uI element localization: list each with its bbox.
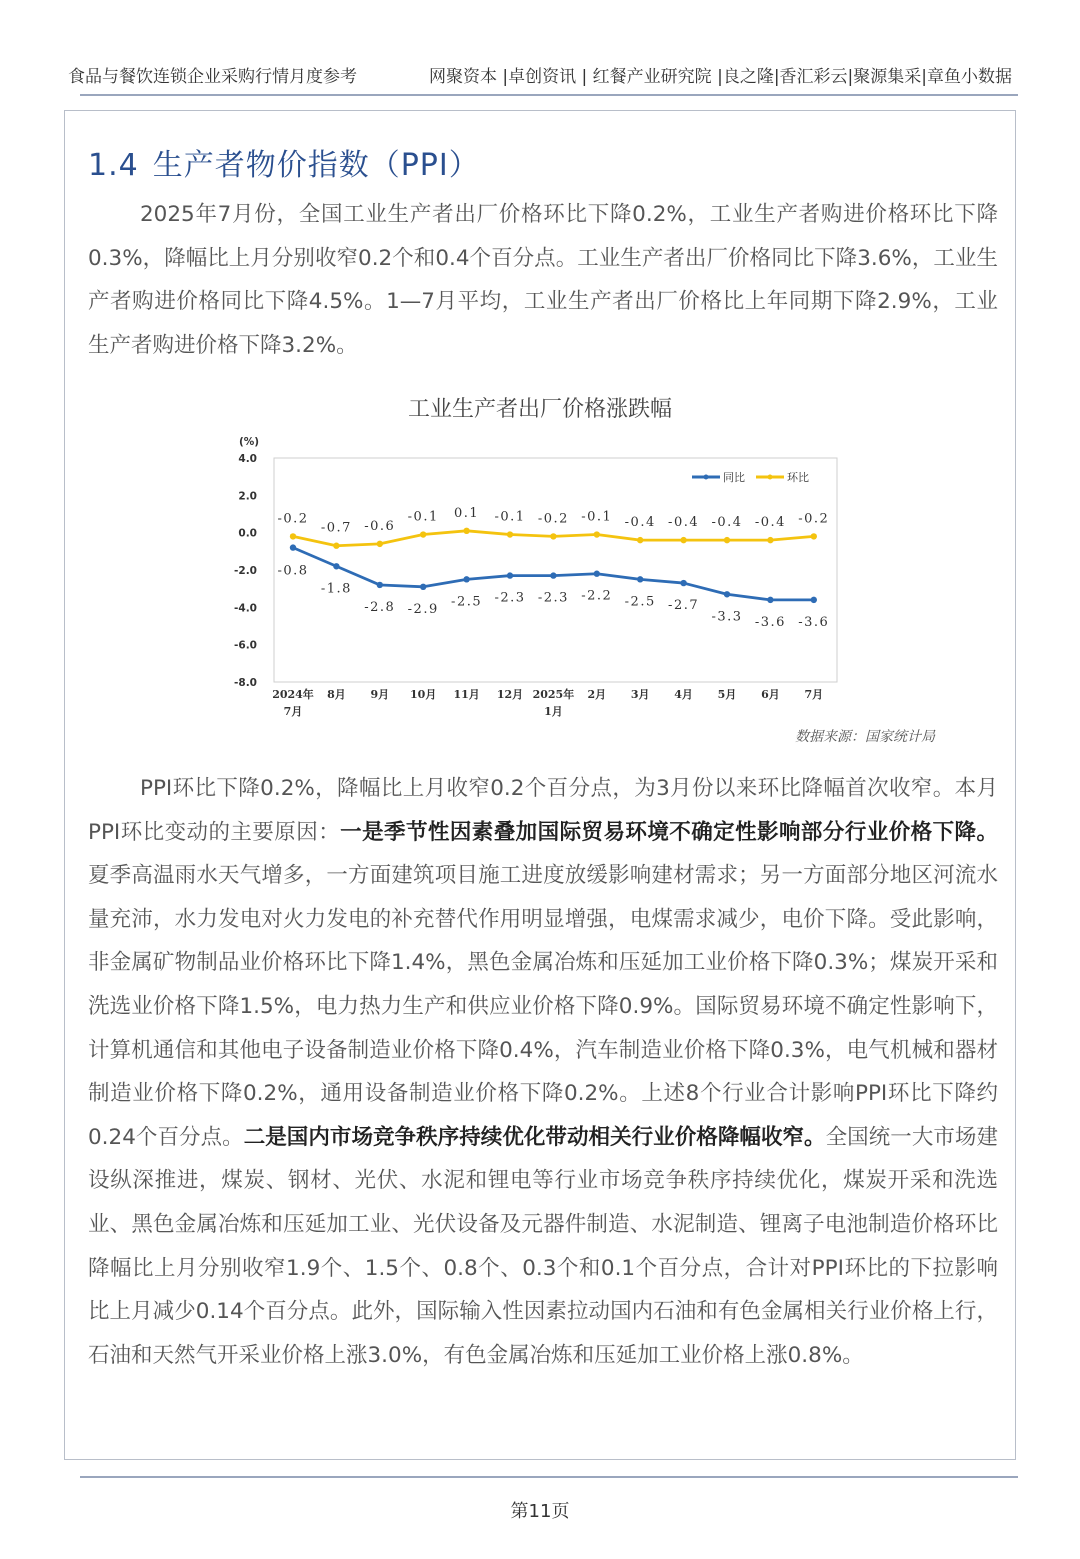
page-header (68, 58, 1012, 90)
data-point (724, 591, 730, 597)
page-number: 第11页 (510, 1501, 570, 1522)
data-point (724, 537, 730, 543)
data-label: -2.7 (668, 598, 700, 614)
intro-text: 2025年7月份，全国工业生产者出厂价格环比下降0.2%，工业生产者购进价格环比下降0.3%，降幅比上月分别收窄0.2个和0.4个百分点。工业生产者出厂价格同比下降3.6%，工业生产者购进价格同比下降4.5%。1—7月平均，工业生产者出厂价格比上年同期下降2.9%，工业生产者购进价格下降3.2%。 (88, 202, 998, 358)
data-label: -0.4 (754, 515, 786, 531)
section-heading: 生产者物价指数（PPI） (152, 148, 480, 183)
analysis-text-3: 全国统一大市场建设纵深推进，煤炭、钢材、光伏、水泥和锂电等行业市场竞争秩序持续优化，煤炭开采和洗选业、黑色金属冶炼和压延加工业、光伏设备及元器件制造、水泥制造、锂离子电池制造价格环比降幅比上月分别收窄1.9个、1.5个、0.8个、0.3个和0.1个百分点，合计对PPI环比的下拉影响比上月减少0.14个百分点。此外，国际输入性因素拉动国内石油和有色金属相关行业价格上行，石油和天然气开采业价格上涨3.0%，有色金属冶炼和压延加工业价格上涨0.8%。 (88, 1124, 998, 1368)
data-point (637, 537, 643, 543)
y-tick-label: -4.0 (234, 602, 257, 615)
section-number: 1.4 (88, 148, 139, 183)
data-label: -0.4 (624, 515, 656, 531)
data-label: -0.4 (711, 515, 743, 531)
data-point (550, 533, 556, 539)
x-tick-label: 2024年 (272, 688, 314, 701)
header-divider (80, 94, 1018, 96)
data-point (507, 531, 513, 537)
data-label: 0.1 (454, 505, 480, 521)
header-doc-title: 食品与餐饮连锁企业采购行情月度参考 (68, 66, 357, 87)
data-label: -0.7 (320, 520, 352, 536)
data-label: -3.3 (711, 609, 743, 625)
data-point (550, 572, 556, 578)
x-tick-label: 2025年 (532, 688, 575, 701)
legend-marker (704, 475, 709, 480)
data-label: -2.9 (407, 601, 439, 617)
x-tick-label: 4月 (674, 688, 693, 701)
data-point (333, 563, 339, 569)
x-tick-label: 2月 (587, 688, 607, 701)
y-tick-label: 4.0 (238, 453, 257, 465)
y-tick-label: 0.0 (238, 527, 257, 540)
data-label: -0.2 (798, 511, 830, 527)
data-point (420, 531, 426, 537)
y-axis-unit-label: (%) (238, 436, 260, 448)
header-sources: 网聚资本 |卓创资讯 | 红餐产业研究院 |良之隆|香汇彩云|聚源集采|章鱼小数据 (429, 66, 1012, 87)
data-label: -0.1 (494, 509, 526, 525)
x-tick-label: 7月 (283, 705, 303, 718)
x-tick-label: 12月 (496, 688, 524, 701)
ppi-line-chart (225, 428, 855, 723)
y-tick-label: -6.0 (234, 639, 257, 652)
reason-one-bold: 一是季节性因素叠加国际贸易环境不确定性影响部分行业价格下降。 (340, 819, 998, 845)
data-point (811, 597, 817, 603)
data-label: -2.3 (494, 590, 526, 606)
x-tick-label: 1月 (544, 705, 563, 718)
data-label: -0.1 (407, 509, 439, 525)
x-tick-label: 10月 (410, 688, 437, 701)
plot-area-frame (274, 458, 837, 682)
x-tick-label: 7月 (804, 688, 824, 701)
data-source: 数据来源：国家统计局 (795, 729, 935, 745)
data-label: -0.2 (277, 511, 309, 527)
legend-marker (768, 475, 773, 480)
reason-two-bold: 二是国内市场竞争秩序持续优化带动相关行业价格降幅收窄。 (243, 1124, 826, 1150)
data-label: -0.6 (364, 518, 396, 534)
data-label: -2.3 (537, 590, 569, 606)
data-label: -0.1 (581, 509, 613, 525)
data-point (290, 544, 296, 550)
data-point (811, 533, 817, 539)
data-point (594, 571, 600, 577)
data-point (463, 576, 469, 582)
data-point (463, 528, 469, 534)
data-point (680, 580, 686, 586)
y-tick-label: -2.0 (234, 565, 257, 577)
data-label: -2.8 (364, 599, 396, 615)
data-label: -2.5 (624, 594, 656, 610)
data-point (377, 582, 383, 588)
data-point (767, 597, 773, 603)
legend-label: 同比 (723, 471, 745, 484)
data-point (507, 572, 513, 578)
chart-title: 工业生产者出厂价格涨跌幅 (407, 397, 672, 422)
data-label: -2.5 (451, 594, 483, 610)
data-point (594, 531, 600, 537)
intro-paragraph (88, 193, 998, 367)
footer-divider (80, 1476, 1018, 1478)
data-point (290, 533, 296, 539)
data-label: -0.2 (537, 511, 569, 527)
data-label: -3.6 (754, 614, 786, 630)
data-point (767, 537, 773, 543)
data-label: -0.8 (277, 563, 309, 579)
analysis-text-1: PPI环比下降0.2%，降幅比上月收窄0.2个百分点，为3月份以来环比降幅首次收窄。本月PPI环比变动的主要原因： (88, 776, 998, 845)
x-tick-label: 11月 (453, 688, 480, 701)
data-point (637, 576, 643, 582)
legend-label: 环比 (787, 471, 809, 484)
data-point (680, 537, 686, 543)
y-tick-label: -8.0 (234, 677, 257, 689)
data-label: -2.2 (581, 588, 613, 604)
data-point (377, 541, 383, 547)
x-tick-label: 9月 (370, 688, 390, 701)
x-tick-label: 8月 (327, 688, 346, 701)
analysis-paragraph (88, 767, 998, 1377)
x-tick-label: 6月 (761, 688, 780, 701)
data-point (420, 584, 426, 590)
x-tick-label: 5月 (717, 688, 737, 701)
x-tick-label: 3月 (630, 688, 650, 701)
data-label: -0.4 (668, 515, 700, 531)
y-tick-label: 2.0 (238, 490, 257, 503)
data-point (333, 543, 339, 549)
data-label: -3.6 (798, 614, 830, 630)
data-label: -1.8 (320, 581, 352, 597)
analysis-text-2: 夏季高温雨水天气增多，一方面建筑项目施工进度放缓影响建材需求；另一方面部分地区河流水量充沛，水力发电对火力发电的补充替代作用明显增强，电煤需求减少，电价下降。受此影响，非金属矿物制品业价格环比下降1.4%，黑色金属冶炼和压延加工业价格下降0.3%；煤炭开采和洗选业价格下降1.5%，电力热力生产和供应业价格下降0.9%。国际贸易环境不确定性影响下，计算机通信和其他电子设备制造业价格下降0.4%，汽车制造业价格下降0.3%，电气机械和器材制造业价格下降0.2%，通用设备制造业价格下降0.2%。上述8个行业合计影响PPI环比下降约0.24个百分点。 (88, 863, 998, 1150)
section-title (88, 140, 480, 184)
